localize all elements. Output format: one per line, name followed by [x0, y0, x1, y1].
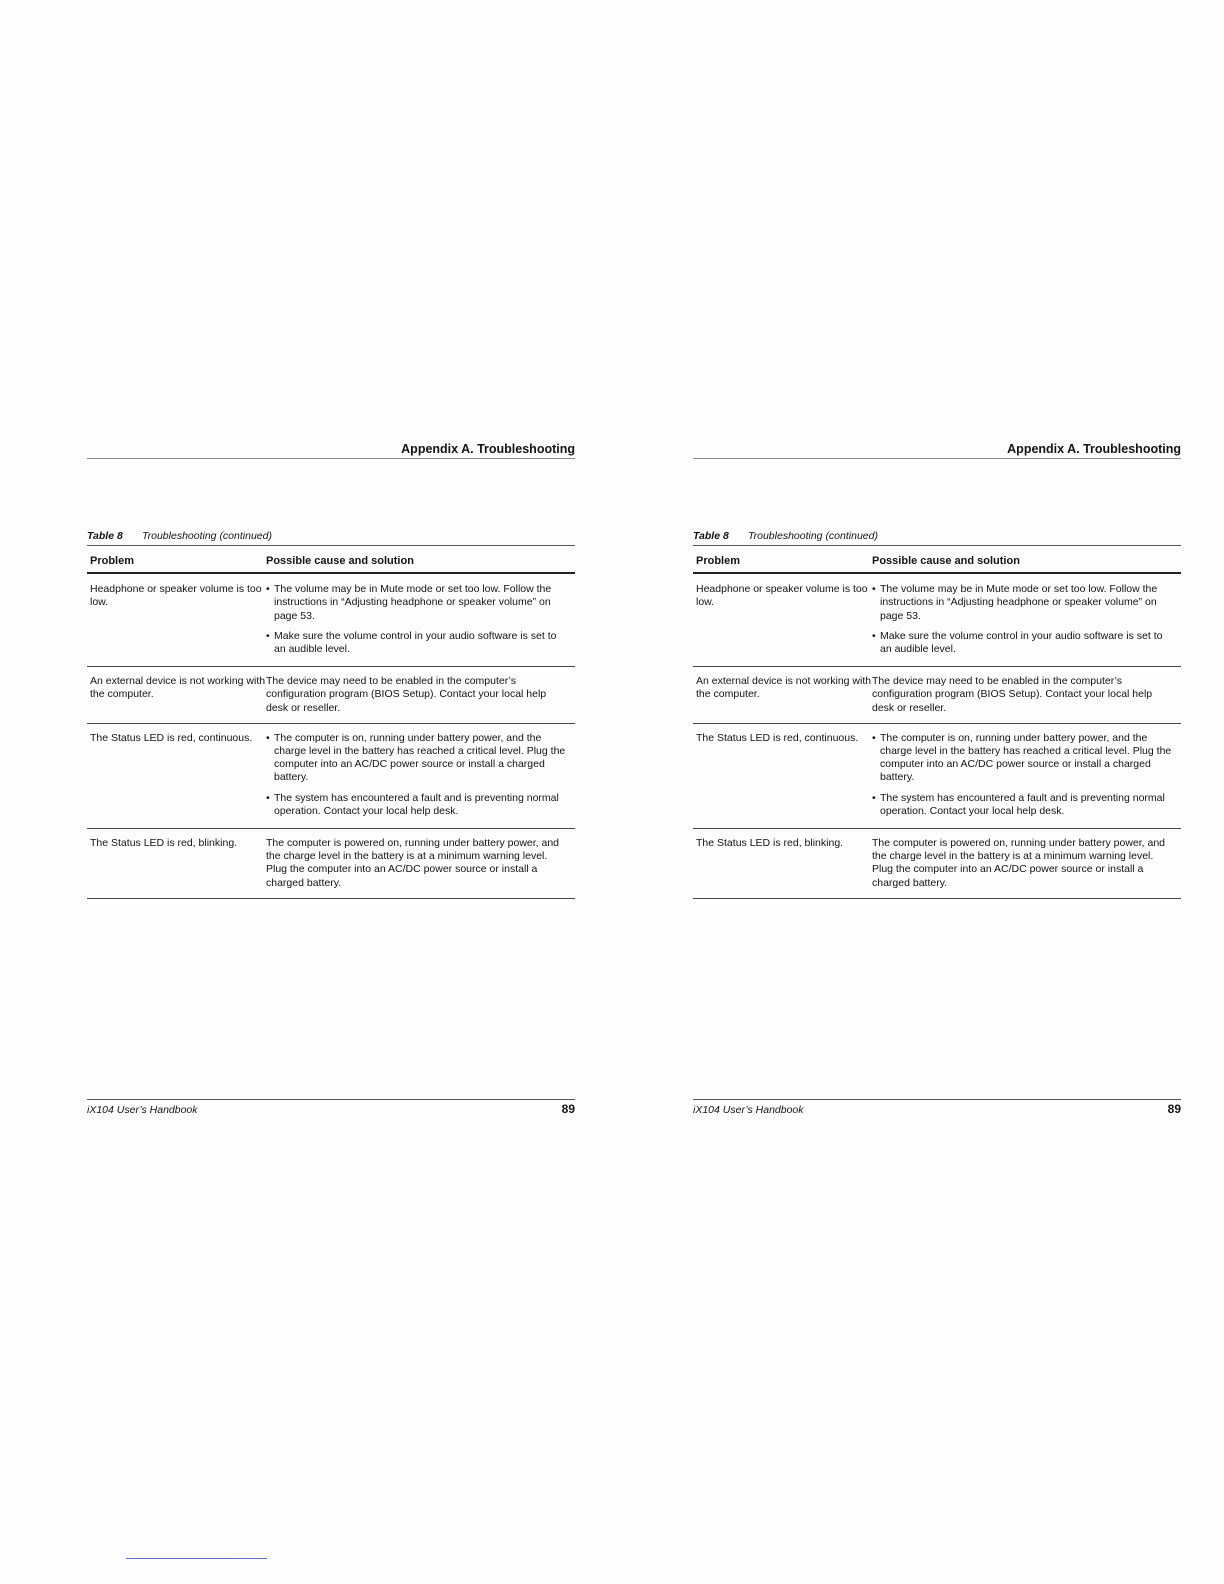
footer-rule [693, 1099, 1181, 1100]
table-row [693, 574, 1181, 667]
column-header-problem: Problem [90, 555, 135, 567]
caption-rule [693, 545, 1181, 546]
table-row [87, 724, 575, 829]
table-caption-text: Troubleshooting (continued) [142, 530, 272, 542]
table-row [693, 724, 1181, 829]
table-row [693, 829, 1181, 899]
solution-bullet: • The volume may be in Mute mode or set too low. Follow the instructions in “Adjusting headphone or speaker volume” on page 53. [872, 583, 1175, 623]
solution-cell [872, 732, 1181, 825]
solution-bullet: • The system has encountered a fault and is preventing normal operation. Contact your local help desk. [872, 792, 1175, 818]
troubleshooting-table [87, 549, 575, 899]
solution-cell [872, 837, 1181, 895]
column-header-solution: Possible cause and solution [266, 555, 414, 567]
problem-cell: The Status LED is red, blinking. [696, 837, 844, 850]
solution-text: The computer is powered on, running under battery power, and the charge level in the battery is at a minimum warning level. Plug the computer into an AC/DC power source or install a charged battery. [266, 837, 560, 889]
page-number: 89 [1167, 1102, 1181, 1116]
table-caption [87, 530, 575, 543]
solution-bullet: • Make sure the volume control in your audio software is set to an audible level. [872, 630, 1175, 656]
table-number: Table 8 [87, 530, 123, 542]
page-left [87, 0, 575, 1584]
problem-cell: An external device is not working with the computer. [696, 675, 872, 701]
table-row [693, 667, 1181, 724]
page-number: 89 [561, 1102, 575, 1116]
table-row [87, 667, 575, 724]
troubleshooting-table [693, 549, 1181, 899]
solution-bullet: • The system has encountered a fault and is preventing normal operation. Contact your local help desk. [266, 792, 569, 818]
problem-cell: The Status LED is red, blinking. [90, 837, 238, 850]
solution-bullet: • Make sure the volume control in your audio software is set to an audible level. [266, 630, 569, 656]
solution-text: The computer is powered on, running under battery power, and the charge level in the battery is at a minimum warning level. Plug the computer into an AC/DC power source or install a charged battery. [872, 837, 1166, 889]
link-underline [126, 1558, 267, 1559]
solution-bullet: • The computer is on, running under battery power, and the charge level in the battery has reached a critical level. Plug the computer into an AC/DC power source or install a charged battery. [266, 732, 569, 785]
table-caption [693, 530, 1181, 543]
page-header: Appendix A. Troubleshooting [1007, 442, 1181, 456]
table-caption-text: Troubleshooting (continued) [748, 530, 878, 542]
table-row [87, 829, 575, 899]
solution-cell [266, 732, 575, 825]
footer-title: iX104 User’s Handbook [87, 1104, 198, 1116]
problem-cell: The Status LED is red, continuous. [90, 731, 253, 744]
solution-cell [266, 837, 575, 895]
solution-cell [872, 675, 1181, 720]
solution-text: The device may need to be enabled in the computer’s configuration program (BIOS Setup). Contact your local help desk or reseller. [872, 675, 1153, 714]
table-header-row [87, 549, 575, 574]
page-right [693, 0, 1181, 1584]
page-header: Appendix A. Troubleshooting [401, 442, 575, 456]
column-header-problem: Problem [696, 555, 741, 567]
solution-bullet: • The computer is on, running under battery power, and the charge level in the battery has reached a critical level. Plug the computer into an AC/DC power source or install a charged battery. [872, 732, 1175, 785]
solution-cell [872, 583, 1181, 663]
table-number: Table 8 [693, 530, 729, 542]
problem-cell: The Status LED is red, continuous. [696, 731, 859, 744]
solution-bullet: • The volume may be in Mute mode or set too low. Follow the instructions in “Adjusting headphone or speaker volume” on page 53. [266, 583, 569, 623]
header-rule [693, 458, 1181, 459]
solution-cell [266, 675, 575, 720]
table-header-row [693, 549, 1181, 574]
footer-title: iX104 User’s Handbook [693, 1104, 804, 1116]
problem-cell: Headphone or speaker volume is too low. [696, 583, 868, 609]
table-row [87, 574, 575, 667]
problem-cell: An external device is not working with the computer. [90, 675, 266, 701]
solution-text: The device may need to be enabled in the computer’s configuration program (BIOS Setup). Contact your local help desk or reseller. [266, 675, 547, 714]
footer-rule [87, 1099, 575, 1100]
solution-cell [266, 583, 575, 663]
problem-cell: Headphone or speaker volume is too low. [90, 583, 262, 609]
header-rule [87, 458, 575, 459]
caption-rule [87, 545, 575, 546]
column-header-solution: Possible cause and solution [872, 555, 1020, 567]
